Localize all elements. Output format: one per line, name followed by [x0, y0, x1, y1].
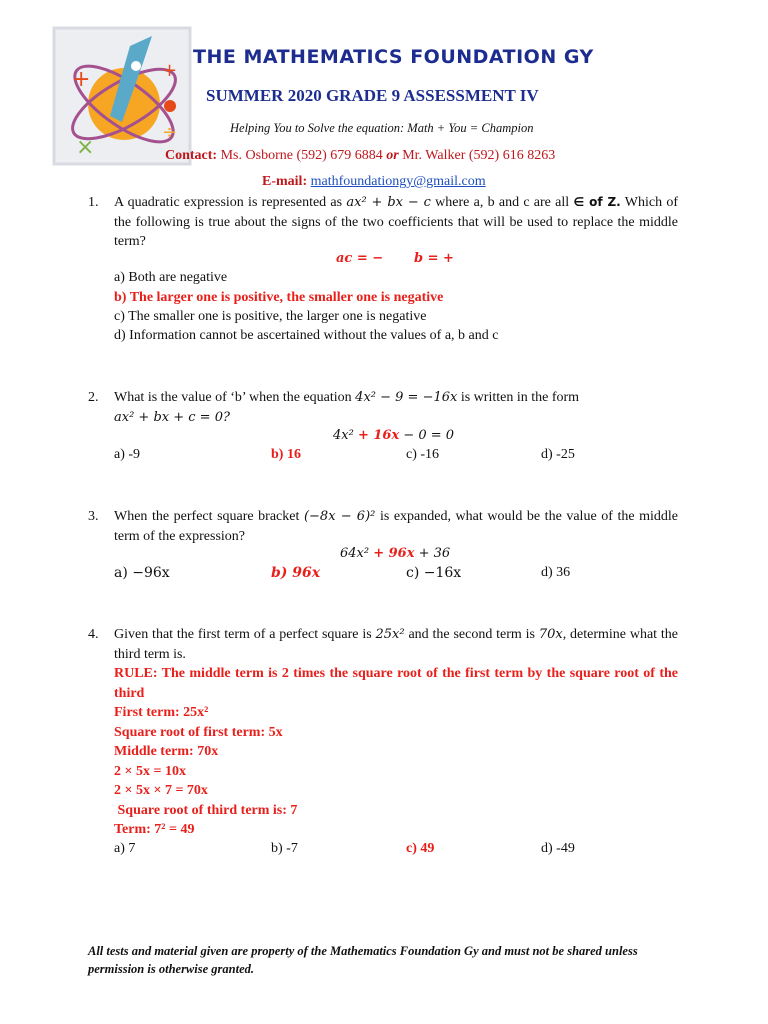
tagline: Helping You to Solve the equation: Math + You = Champion [230, 121, 534, 135]
question-number: 3. [88, 509, 99, 524]
option-c: c) The smaller one is positive, the larger one is negative [114, 309, 427, 324]
organization-title: THE MATHEMATICS FOUNDATION GY [193, 46, 594, 68]
question-3 [88, 507, 678, 546]
working-part: − 0 = 0 [399, 428, 455, 443]
atom-rocket-logo [52, 26, 192, 166]
option-c: c) -16 [406, 447, 440, 462]
email-link[interactable]: mathfoundationgy@gmail.com [310, 174, 486, 189]
question-text-part: When the perfect square bracket [114, 509, 304, 524]
question-text-part: where a, b and c are all [430, 195, 574, 210]
working-highlight: + 16x [357, 428, 400, 443]
option-a: a) −96x [114, 565, 170, 581]
question-4 [88, 625, 678, 840]
option-d: d) 36 [541, 565, 571, 580]
step-5: 2 × 5x × 7 = 70x [114, 783, 208, 798]
contact-walker: Mr. Walker (592) 616 8263 [398, 148, 556, 163]
svg-text:÷: ÷ [162, 122, 178, 143]
svg-text:+: + [162, 60, 178, 81]
question-text-part: Given that the first term of a perfect square is [114, 627, 376, 642]
option-d: d) -25 [541, 447, 575, 462]
step-6: Square root of third term is: 7 [114, 802, 298, 818]
option-b: b) -7 [271, 841, 298, 856]
step-4: 2 × 5x = 10x [114, 763, 186, 779]
question-1 [88, 193, 678, 252]
question-text-part: and the second term is [404, 627, 539, 642]
option-b-answer: b) 16 [271, 447, 301, 462]
working-b: b = + [414, 251, 454, 266]
option-a: a) 7 [114, 841, 136, 856]
option-c: c) −16x [406, 565, 462, 581]
contact-or: or [386, 148, 399, 163]
working-part: 64x² [340, 546, 374, 561]
working-part: + 36 [414, 546, 451, 561]
option-c-answer: c) 49 [406, 841, 435, 856]
working-highlight: + 96x [373, 546, 415, 561]
assessment-title: SUMMER 2020 GRADE 9 ASSESSMENT IV [206, 86, 539, 105]
question-text [114, 625, 678, 664]
working-part: 4x² [333, 428, 358, 443]
option-d: d) -49 [541, 841, 575, 856]
working-ac: ac = − [336, 251, 384, 266]
question-2 [88, 388, 678, 427]
expression: (−8x − 6)² [303, 509, 376, 524]
working-line [333, 428, 454, 443]
step-7: Term: 7² = 49 [114, 822, 195, 837]
second-term: 70x [538, 627, 563, 642]
svg-text:+: + [72, 67, 91, 92]
rule-text: RULE: The middle term is 2 times the square root of the first term by the square root of the third [114, 666, 678, 701]
question-text [114, 193, 678, 252]
question-number: 4. [88, 627, 99, 642]
contact-line [165, 148, 555, 164]
question-text [114, 388, 678, 427]
question-number: 2. [88, 390, 99, 405]
question-text-part: What is the value of ‘b’ when the equation [114, 390, 356, 405]
expression: ax² + bx − c [346, 195, 431, 210]
question-text-part: Which of the following is true about the signs of the two coefficients that will be used to replace the middle term? [114, 195, 678, 249]
step-2: Square root of first term: 5x [114, 724, 283, 740]
equation: 4x² − 9 = −16x [355, 390, 458, 405]
contact-label: Contact: [165, 148, 218, 163]
working-line [340, 546, 450, 561]
step-1: First term: 25x² [114, 705, 209, 720]
option-d: d) Information cannot be ascertained without the values of a, b and c [114, 328, 499, 343]
email-label: E-mail: [262, 174, 311, 189]
question-text [114, 507, 678, 546]
step-3: Middle term: 70x [114, 744, 219, 759]
option-b-answer: b) 96x [271, 565, 321, 581]
standard-form: ax² + bx + c = 0? [114, 409, 230, 425]
copyright-notice: All tests and material given are property of the Mathematics Foundation Gy and must not be shared unless permission is otherwise granted. [88, 944, 638, 976]
email-line [262, 174, 486, 190]
question-text-part: , determine what the third term is. [114, 627, 679, 662]
question-number: 1. [88, 195, 99, 210]
option-a: a) -9 [114, 447, 141, 462]
first-term: 25x² [375, 627, 405, 642]
option-b-answer: b) The larger one is positive, the smaller one is negative [114, 290, 444, 305]
question-text-part: is expanded, what would be the value of the middle term of the expression? [114, 509, 679, 544]
set-notation: ∈ of Z. [573, 195, 621, 209]
contact-osborne: Ms. Osborne (592) 679 6884 [217, 148, 387, 163]
question-text-part: is written in the form [457, 390, 580, 405]
option-a: a) Both are negative [114, 270, 228, 285]
question-text-part: A quadratic expression is represented as [114, 195, 347, 210]
svg-text:×: × [76, 135, 95, 160]
